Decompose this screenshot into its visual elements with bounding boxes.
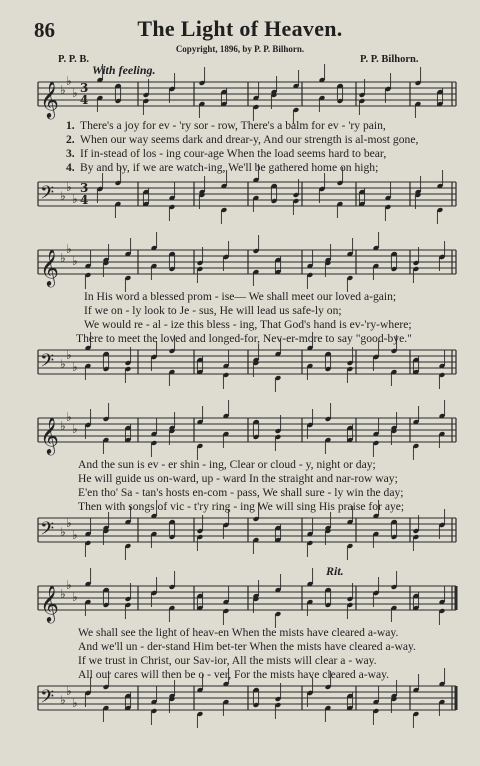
svg-text:♭: ♭: [72, 360, 78, 374]
copyright-notice: Copyright, 1896, by P. P. Bilhorn.: [175, 44, 305, 54]
treble-staff-2: [38, 242, 456, 286]
lyric-line: We shall see the light of heav-en When the mists have cleared a-way.: [78, 626, 399, 639]
lyric-line: All our cares will then be o - ver, For the mists have cleared a-way.: [78, 668, 390, 681]
svg-text:♭: ♭: [72, 192, 78, 206]
lyric-line: 1. There's a joy for ev - 'ry sor - row, There's a balm for ev - 'ry pain,: [66, 119, 386, 132]
svg-text:♭: ♭: [72, 86, 78, 100]
lyric-line: If we on - ly look to Je - sus, He will lead us safe-ly on;: [84, 304, 342, 317]
page-number: 86: [34, 18, 55, 42]
svg-text:♭: ♭: [60, 357, 66, 371]
treble-staff-1: [38, 74, 456, 118]
bass-staff-4: [38, 680, 456, 716]
lyric-line: We would re - al - ize this bless - ing, That God's hand is ev-'ry-where;: [84, 318, 412, 331]
lyricist-credit: P. P. B.: [58, 54, 90, 65]
svg-text:♭: ♭: [72, 590, 78, 604]
svg-text:♭: ♭: [60, 587, 66, 601]
lyric-line: There to meet the loved and longed-for, Nev-er-more to say "good-bye.": [76, 332, 412, 345]
svg-text:♭: ♭: [66, 180, 72, 194]
svg-text:♭: ♭: [72, 254, 78, 268]
bass-staff-3: [38, 512, 456, 548]
svg-text:♭: ♭: [66, 74, 72, 88]
svg-text:𝄢: 𝄢: [40, 183, 55, 208]
svg-text:4: 4: [80, 193, 89, 207]
svg-text:♭: ♭: [66, 410, 72, 424]
lyric-line: Then with songs of vic - t'ry ring - ing We will sing His praise for aye;: [78, 500, 405, 513]
svg-text:𝄢: 𝄢: [40, 519, 55, 544]
treble-staff-3: [38, 410, 456, 454]
svg-text:♭: ♭: [66, 348, 72, 362]
lyric-line: In His word a blessed prom - ise— We shall meet our loved a-gain;: [84, 290, 397, 303]
svg-text:♭: ♭: [60, 693, 66, 707]
svg-text:♭: ♭: [60, 83, 66, 97]
hymn-title: The Light of Heaven.: [137, 16, 343, 41]
svg-text:𝄢: 𝄢: [40, 687, 55, 712]
ritardando-marking: Rit.: [326, 564, 344, 578]
svg-text:♭: ♭: [60, 525, 66, 539]
svg-text:𝄞: 𝄞: [40, 80, 59, 118]
svg-text:𝄞: 𝄞: [40, 584, 59, 622]
lyric-line: E'en tho' Sa - tan's hosts en-com - pass, We shall sure - ly win the day;: [78, 486, 404, 499]
tempo-marking: With feeling.: [92, 63, 156, 77]
lyric-line: 3. If in-stead of los - ing cour-age When the load seems hard to bear,: [66, 147, 387, 160]
svg-text:3: 3: [80, 81, 89, 95]
svg-text:♭: ♭: [66, 516, 72, 530]
svg-text:♭: ♭: [66, 684, 72, 698]
svg-text:♭: ♭: [66, 242, 72, 256]
svg-text:𝄞: 𝄞: [40, 248, 59, 286]
svg-text:𝄞: 𝄞: [40, 416, 59, 454]
svg-text:♭: ♭: [72, 528, 78, 542]
svg-text:♭: ♭: [60, 251, 66, 265]
svg-text:♭: ♭: [72, 422, 78, 436]
treble-staff-4: [38, 578, 456, 622]
svg-text:♭: ♭: [60, 189, 66, 203]
svg-text:3: 3: [80, 181, 89, 195]
lyric-line: He will guide us on-ward, up - ward In the straight and nar-row way;: [78, 472, 398, 485]
bass-staff-2: [38, 344, 456, 380]
composer-credit: P. P. Bilhorn.: [360, 54, 419, 65]
lyric-line: If we trust in Christ, our Sav-ior, All the mists will clear a - way.: [78, 654, 377, 667]
svg-text:4: 4: [80, 93, 89, 107]
lyric-line: And the sun is ev - er shin - ing, Clear or cloud - y, night or day;: [78, 458, 376, 471]
svg-text:♭: ♭: [60, 419, 66, 433]
svg-text:♭: ♭: [66, 578, 72, 592]
bass-staff-1: [38, 176, 456, 212]
svg-text:♭: ♭: [72, 696, 78, 710]
svg-text:𝄢: 𝄢: [40, 351, 55, 376]
lyric-line: 4. By and by, if we are watch-ing, We'll be gathered home on high;: [66, 161, 379, 174]
lyric-line: 2. When our way seems dark and drear-y, And our strength is al-most gone,: [66, 133, 419, 146]
lyric-line: And we'll un - der-stand Him bet-ter When the mists have cleared a-way.: [78, 640, 416, 653]
